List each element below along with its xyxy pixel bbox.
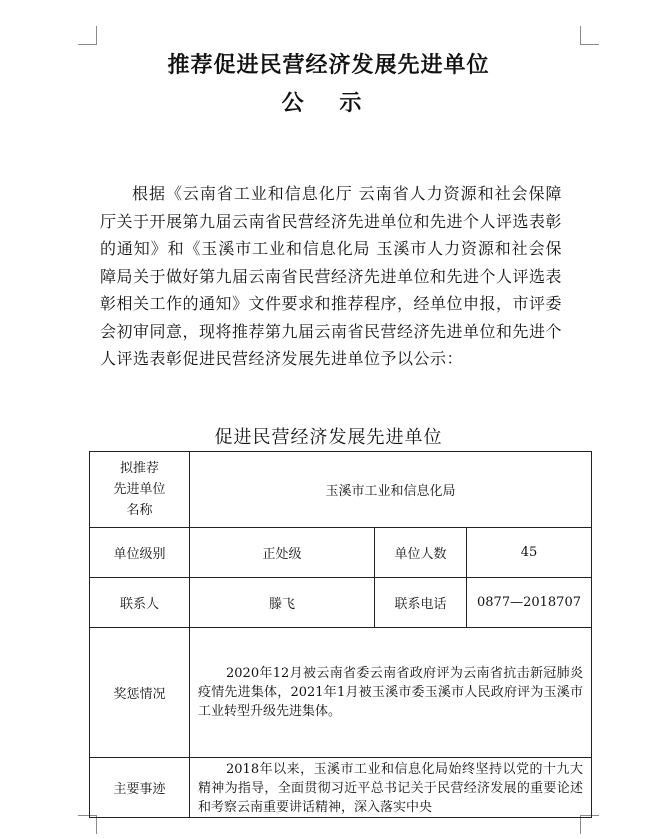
table-row-awards — [90, 628, 592, 758]
unit-name-label-line-1: 拟推荐 — [119, 461, 159, 476]
unit-name-label-cell — [90, 452, 190, 528]
unit-name-label-line-2: 先进单位 — [113, 482, 166, 497]
document-subtitle: 公 示 — [281, 90, 376, 116]
unit-name-value: 玉溪市工业和信息化局 — [190, 452, 592, 528]
table-row-deeds — [90, 758, 592, 818]
contact-label: 联系人 — [90, 578, 190, 628]
document-title: 推荐促进民营经济发展先进单位 — [167, 52, 490, 78]
phone-label: 联系电话 — [375, 578, 467, 628]
contact-value: 滕飞 — [190, 578, 375, 628]
deeds-value: 2018年以来，玉溪市工业和信息化局始终坚持以党的十九大精神为指导，全面贯彻习近平总书记关于民营经济发展的重要论述和考察云南重要讲话精神，深入落实中央 — [190, 758, 592, 818]
table-caption: 促进民营经济发展先进单位 — [214, 427, 443, 448]
level-value: 正处级 — [190, 528, 375, 578]
phone-value: 0877—2018707 — [467, 578, 592, 628]
crop-mark-top-left — [78, 26, 97, 45]
level-label: 单位级别 — [90, 528, 190, 578]
headcount-value: 45 — [467, 528, 592, 578]
awards-label: 奖惩情况 — [90, 628, 190, 758]
table-row-unit-name — [90, 452, 592, 528]
table-row-contact — [90, 578, 592, 628]
body-paragraph: 根据《云南省工业和信息化厅 云南省人力资源和社会保障厅关于开展第九届云南省民营经济先进单位和先进个人评选表彰的通知》和《玉溪市工业和信息化局 玉溪市人力资源和社会保障局关于做好第九届云南省民营经济先进单位和先进个人评选表彰相关工作的通知》文件要求和推荐程序，经单位申报，市评委会初审同意，现将推荐第九届云南省民营经济先进单位和先进个人评选表彰促进民营经济发展先进单位予以公示： — [100, 184, 563, 368]
deeds-label: 主要事迹 — [90, 758, 190, 818]
unit-info-table — [89, 451, 592, 818]
unit-name-label-line-3: 名称 — [126, 503, 153, 518]
awards-value: 2020年12月被云南省委云南省政府评为云南省抗击新冠肺炎疫情先进集体，2021年1月被玉溪市委玉溪市人民政府评为玉溪市工业转型升级先进集体。 — [190, 628, 592, 758]
headcount-label: 单位人数 — [375, 528, 467, 578]
table-row-level — [90, 528, 592, 578]
crop-mark-top-right — [580, 26, 599, 45]
